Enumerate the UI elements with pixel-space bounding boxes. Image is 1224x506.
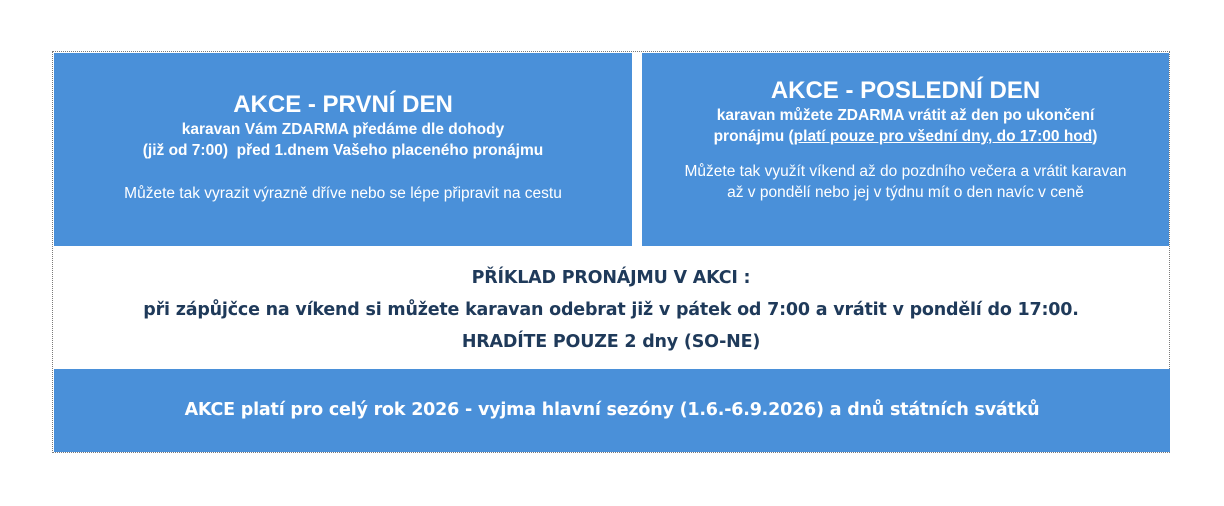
rental-example-payment: HRADÍTE POUZE 2 dny (SO-NE) — [461, 332, 761, 352]
promo-last-day-line2-suffix: ) — [1092, 128, 1098, 145]
promo-last-day-note-line1: Můžete tak využít víkend až do pozdního večera a vrátit karavan — [684, 163, 1127, 180]
rental-example-text: při zápůjčce na víkend si můžete karavan odebrat již v pátek od 7:00 a vrátit v pondělí do 17:00. — [143, 300, 1079, 320]
promo-last-day-line2-prefix: pronájmu ( — [713, 128, 794, 145]
promo-last-day-box — [642, 53, 1169, 246]
promo-first-day-title: AKCE - PRVNÍ DEN — [233, 91, 453, 118]
promo-validity-footer: AKCE platí pro celý rok 2026 - vyjma hlavní sezóny (1.6.-6.9.2026) a dnů státních svátků — [54, 369, 1170, 452]
promo-banner — [52, 51, 1170, 453]
promo-last-day-line1: karavan můžete ZDARMA vrátit až den po ukončení — [716, 107, 1095, 124]
promo-first-day-line2: (již od 7:00) před 1.dnem Vašeho placeného pronájmu — [142, 142, 544, 159]
promo-first-day-line1: karavan Vám ZDARMA předáme dle dohody — [181, 121, 505, 138]
promo-last-day-line2 — [642, 126, 1169, 147]
promo-last-day-condition: platí pouze pro všední dny, do 17:00 hod — [793, 128, 1093, 145]
rental-example — [53, 256, 1169, 358]
promo-last-day-title: AKCE - POSLEDNÍ DEN — [770, 77, 1041, 104]
promo-last-day-note — [642, 161, 1169, 203]
promo-first-day-note: Můžete tak vyrazit výrazně dříve nebo se lépe připravit na cestu — [124, 185, 562, 202]
promo-last-day-note-line2: až v pondělí nebo jej v týdnu mít o den navíc v ceně — [727, 184, 1084, 201]
promo-first-day-box — [54, 53, 632, 246]
rental-example-heading: PŘÍKLAD PRONÁJMU V AKCI : — [471, 268, 751, 288]
